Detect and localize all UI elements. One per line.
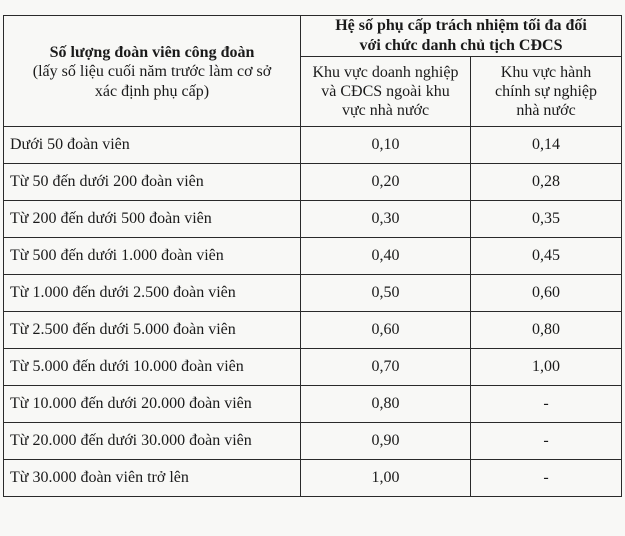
table-row: [4, 386, 622, 423]
enterprise-value: 0,80: [301, 386, 471, 423]
admin-value: 0,28: [471, 164, 622, 201]
enterprise-value: 0,90: [301, 423, 471, 460]
enterprise-value: 0,50: [301, 275, 471, 312]
table-row: [4, 423, 622, 460]
row-label: Từ 5.000 đến dưới 10.000 đoàn viên: [4, 349, 301, 386]
admin-value: 0,80: [471, 312, 622, 349]
admin-value: -: [471, 460, 622, 497]
row-label: Từ 2.500 đến dưới 5.000 đoàn viên: [4, 312, 301, 349]
enterprise-value: 0,30: [301, 201, 471, 238]
enterprise-value: 0,60: [301, 312, 471, 349]
header-admin-sector: [471, 57, 622, 127]
header-admin-line2: chính sự nghiệp: [495, 83, 597, 100]
row-label: Từ 30.000 đoàn viên trở lên: [4, 460, 301, 497]
table-row: [4, 349, 622, 386]
allowance-table-container: [3, 15, 621, 497]
header-enterprise-line2: và CĐCS ngoài khu: [321, 83, 450, 100]
table-row: [4, 460, 622, 497]
header-member-count-title: Số lượng đoàn viên công đoàn: [49, 44, 255, 61]
admin-value: 1,00: [471, 349, 622, 386]
allowance-table: [3, 15, 622, 497]
table-row: [4, 201, 622, 238]
table-row: [4, 238, 622, 275]
header-member-count: [4, 16, 301, 127]
table-row: [4, 127, 622, 164]
admin-value: 0,60: [471, 275, 622, 312]
enterprise-value: 0,10: [301, 127, 471, 164]
row-label: Từ 20.000 đến dưới 30.000 đoàn viên: [4, 423, 301, 460]
header-enterprise-line3: vực nhà nước: [341, 102, 430, 119]
row-label: Từ 1.000 đến dưới 2.500 đoàn viên: [4, 275, 301, 312]
header-allowance-group-line1: Hệ số phụ cấp trách nhiệm tối đa đối: [335, 17, 587, 34]
row-label: Dưới 50 đoàn viên: [4, 127, 301, 164]
row-label: Từ 500 đến dưới 1.000 đoàn viên: [4, 238, 301, 275]
header-allowance-group: [301, 16, 622, 57]
header-member-count-note-line1: (lấy số liệu cuối năm trước làm cơ sở: [32, 63, 272, 80]
header-enterprise-sector: [301, 57, 471, 127]
enterprise-value: 0,70: [301, 349, 471, 386]
admin-value: 0,35: [471, 201, 622, 238]
header-enterprise-line1: Khu vực doanh nghiệp: [312, 64, 459, 81]
enterprise-value: 1,00: [301, 460, 471, 497]
admin-value: 0,45: [471, 238, 622, 275]
header-allowance-group-line2: với chức danh chủ tịch CĐCS: [359, 37, 563, 54]
row-label: Từ 50 đến dưới 200 đoàn viên: [4, 164, 301, 201]
header-admin-line1: Khu vực hành: [500, 64, 592, 81]
admin-value: 0,14: [471, 127, 622, 164]
enterprise-value: 0,20: [301, 164, 471, 201]
table-row: [4, 275, 622, 312]
enterprise-value: 0,40: [301, 238, 471, 275]
table-row: [4, 312, 622, 349]
admin-value: -: [471, 423, 622, 460]
header-member-count-note-line2: xác định phụ cấp): [94, 83, 210, 100]
row-label: Từ 200 đến dưới 500 đoàn viên: [4, 201, 301, 238]
header-admin-line3: nhà nước: [516, 102, 576, 119]
table-row: [4, 164, 622, 201]
admin-value: -: [471, 386, 622, 423]
row-label: Từ 10.000 đến dưới 20.000 đoàn viên: [4, 386, 301, 423]
